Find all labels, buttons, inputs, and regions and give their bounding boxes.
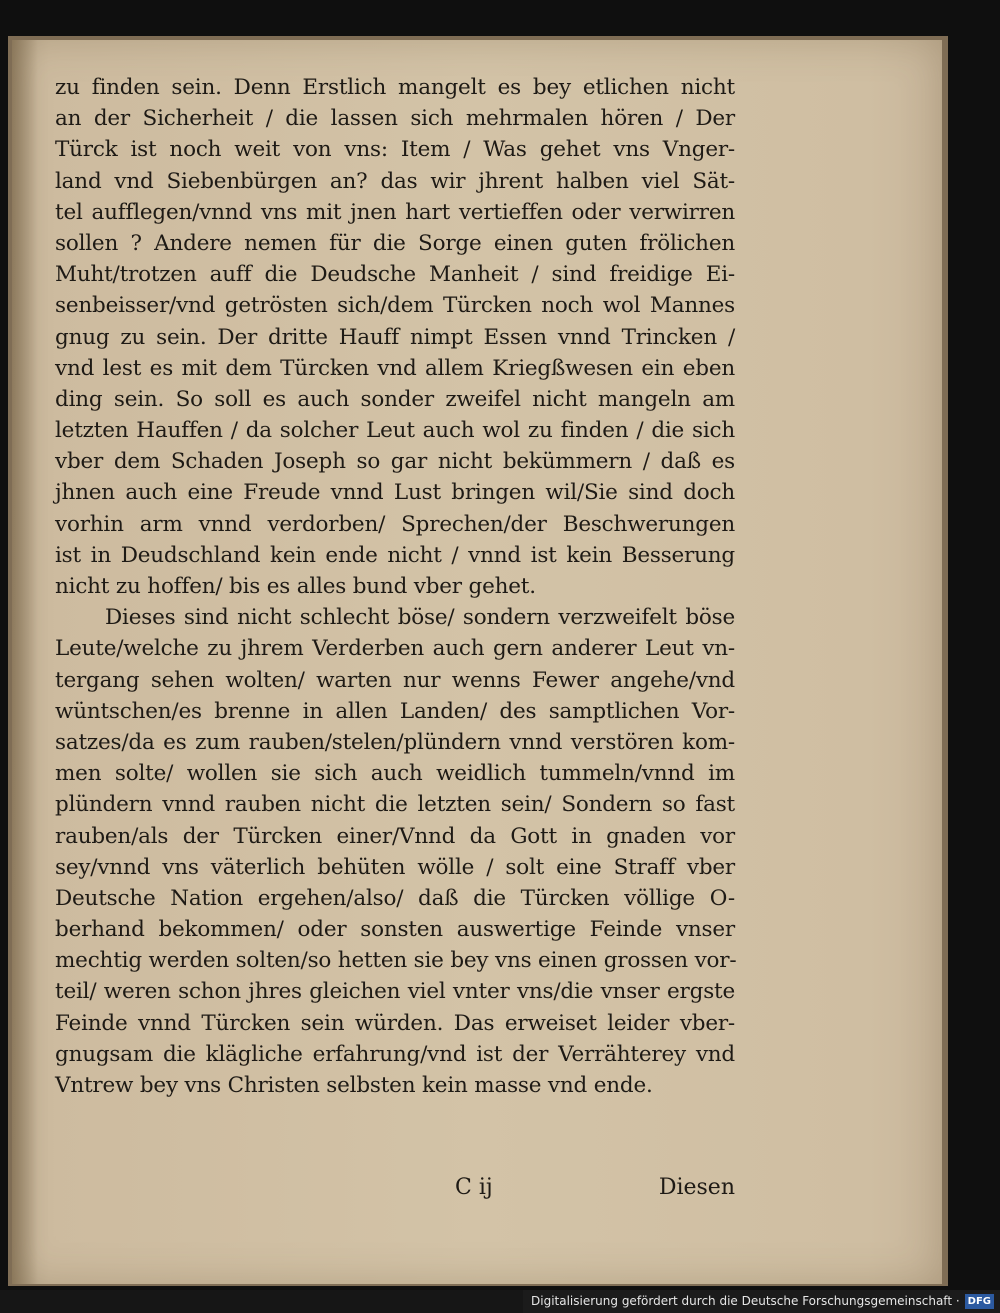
text-line: satzes/da es zum rauben/stelen/plündern vnnd verstören kom- — [55, 729, 735, 755]
digitization-credit-bar — [523, 1290, 1000, 1313]
text-line: teil/ weren schon jhres gleichen viel vnter vns/die vnser ergste — [55, 979, 735, 1005]
text-line: Deutsche Nation ergehen/also/ daß die Türcken völlige O- — [55, 885, 735, 911]
text-line: wüntschen/es brenne in allen Landen/ des samptlichen Vor- — [55, 698, 735, 724]
page-footer — [455, 1175, 735, 1209]
text-line: tergang sehen wolten/ warten nur wenns Fewer angehe/vnd — [55, 667, 735, 693]
text-line: Vntrew bey vns Christen selbsten kein masse vnd ende. — [55, 1073, 653, 1098]
text-line: Dieses sind nicht schlecht böse/ sondern verzweifelt böse — [105, 605, 735, 631]
text-line: vber dem Schaden Joseph so gar nicht bekümmern / daß es — [55, 449, 735, 475]
text-line: berhand bekommen/ oder sonsten auswertige Feinde vnser — [55, 917, 735, 943]
text-line: Muht/trotzen auff die Deudsche Manheit / sind freidige Ei- — [55, 262, 735, 288]
text-line: jhnen auch eine Freude vnnd Lust bringen wil/Sie sind doch — [55, 480, 735, 506]
text-line: letzten Hauffen / da solcher Leut auch wol zu finden / die sich — [55, 418, 735, 444]
text-line: Türck ist noch weit von vns: Item / Was gehet vns Vnger- — [55, 137, 735, 163]
catchword: Diesen — [658, 1175, 735, 1200]
text-line: tel aufflegen/vnnd vns mit jnen hart vertieffen oder verwirren — [55, 199, 735, 225]
text-line: nicht zu hoffen/ bis es alles bund vber gehet. — [55, 574, 536, 599]
page-gutter-shadow — [12, 40, 38, 1284]
text-line: mechtig werden solten/so hetten sie bey vns einen grossen vor- — [55, 948, 737, 974]
credit-text: Digitalisierung gefördert durch die Deutsche Forschungsgemeinschaft · — [531, 1294, 960, 1308]
text-line: Leute/welche zu jhrem Verderben auch gern anderer Leut vn- — [55, 636, 735, 662]
text-line: zu finden sein. Denn Erstlich mangelt es bey etlichen nicht — [55, 75, 735, 100]
signature-mark: C ij — [455, 1175, 493, 1200]
text-line: ist in Deudschland kein ende nicht / vnnd ist kein Besserung — [55, 542, 735, 568]
text-line: vorhin arm vnnd verdorben/ Sprechen/der Beschwerungen — [55, 511, 735, 537]
text-line: ding sein. So soll es auch sonder zweifel nicht mangeln am — [55, 386, 735, 412]
text-line: Feinde vnnd Türcken sein würden. Das erweiset leider vber- — [55, 1010, 735, 1036]
text-line: sey/vnnd vns väterlich behüten wölle / solt eine Straff vber — [55, 854, 735, 880]
text-line: sollen ? Andere nemen für die Sorge einen guten frölichen — [55, 230, 735, 256]
text-line: an der Sicherheit / die lassen sich mehrmalen hören / Der — [55, 106, 735, 132]
text-line: plündern vnnd rauben nicht die letzten sein/ Sondern so fast — [55, 792, 735, 818]
text-line: gnug zu sein. Der dritte Hauff nimpt Essen vnnd Trincken / — [55, 324, 735, 350]
text-line: men solte/ wollen sie sich auch weidlich tummeln/vnnd im — [55, 761, 735, 787]
text-line: vnd lest es mit dem Türcken vnd allem Kriegßwesen ein eben — [55, 355, 735, 381]
body-text — [55, 72, 735, 1101]
dfg-logo: DFG — [965, 1294, 994, 1309]
text-line: gnugsam die klägliche erfahrung/vnd ist der Verrähterey vnd — [55, 1041, 735, 1067]
text-line: senbeisser/vnd getrösten sich/dem Türcken noch wol Mannes — [55, 293, 735, 319]
text-line: land vnd Siebenbürgen an? das wir jhrent halben viel Sät- — [55, 168, 735, 194]
text-line: rauben/als der Türcken einer/Vnnd da Gott in gnaden vor — [55, 823, 735, 849]
